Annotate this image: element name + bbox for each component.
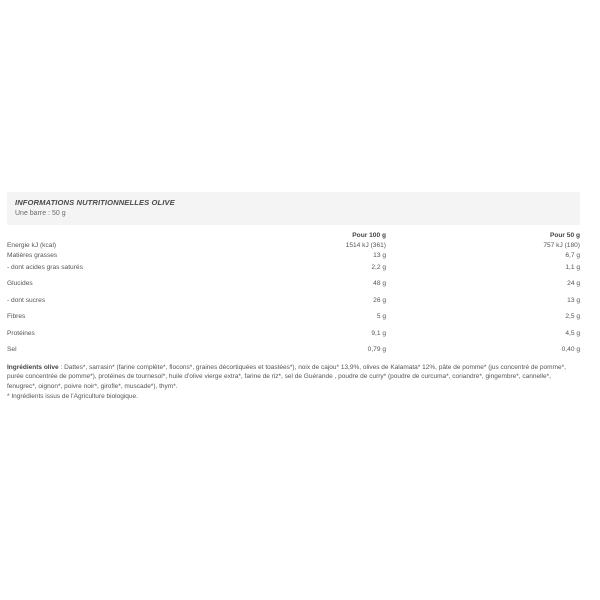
- row-value-per50: 4,5 g: [565, 329, 580, 337]
- table-row: [7, 326, 580, 343]
- nutrition-title: INFORMATIONS NUTRITIONNELLES OLIVE: [15, 198, 175, 207]
- nutrition-header: [7, 192, 580, 225]
- row-label: - dont sucres: [7, 296, 46, 304]
- ingredients-list: : Dattes*, sarrasin* (farine complète*, flocons*, graines décortiquées et toastées*), noix de cajou* 13,9%, olives de Kalamata* 12%, pâte de pomme* (jus concentré de pomme*, purée concentrée de pomme*), protéines de tournesol*, huile d'olive vierge extra*, farine de riz*, sel de Guérande , poudre de curry* (poudre de curcuma*, coriandre*, gingembre*, cannelle*, fenugrec*, oignon*, poivre noir*, girofle*, muscade*), thym*.: [7, 363, 566, 391]
- table-row: [7, 293, 580, 310]
- table-row: [7, 251, 580, 260]
- row-label: Matières grasses: [7, 251, 58, 259]
- table-header-row: [7, 225, 580, 240]
- table-row: [7, 276, 580, 293]
- row-value-per50: 6,7 g: [565, 251, 580, 259]
- column-header-per50: Pour 50 g: [549, 232, 580, 239]
- organic-footnote: * Ingrédients issus de l'Agriculture biologique.: [7, 392, 138, 400]
- column-header: [7, 225, 187, 240]
- ingredients-text: [7, 363, 577, 392]
- nutrition-table: [7, 225, 580, 359]
- row-value-per100: 9,1 g: [371, 329, 386, 337]
- nutrition-panel: [7, 192, 580, 402]
- row-label: Fibres: [7, 313, 26, 320]
- row-value-per100: 2,2 g: [371, 263, 386, 271]
- row-value-per50: 757 kJ (180): [543, 242, 580, 249]
- table-row: [7, 342, 580, 359]
- row-value-per100: 0,79 g: [367, 346, 386, 353]
- row-label: Sel: [7, 346, 17, 353]
- row-value-per50: 2,5 g: [565, 313, 580, 320]
- column-header-per100: Pour 100 g: [352, 232, 386, 239]
- row-label: - dont acides gras saturés: [7, 263, 83, 271]
- table-row: [7, 260, 580, 277]
- row-value-per100: 13 g: [373, 251, 386, 259]
- ingredients-label: Ingrédients olive: [7, 363, 59, 371]
- row-label: Energie kJ (kcal): [7, 242, 57, 249]
- row-label: Glucides: [7, 280, 33, 287]
- row-value-per100: 5 g: [376, 313, 386, 320]
- row-value-per50: 24 g: [567, 280, 580, 287]
- row-value-per100: 1514 kJ (361): [345, 242, 386, 249]
- row-value-per50: 1,1 g: [565, 263, 580, 271]
- row-value-per100: 48 g: [373, 280, 386, 287]
- serving-size: Une barre : 50 g: [15, 210, 66, 217]
- row-label: Protéines: [7, 329, 35, 337]
- row-value-per100: 26 g: [373, 296, 386, 304]
- table-row: [7, 309, 580, 326]
- row-value-per50: 13 g: [567, 296, 580, 304]
- row-value-per50: 0,40 g: [561, 346, 580, 353]
- table-row: [7, 240, 580, 251]
